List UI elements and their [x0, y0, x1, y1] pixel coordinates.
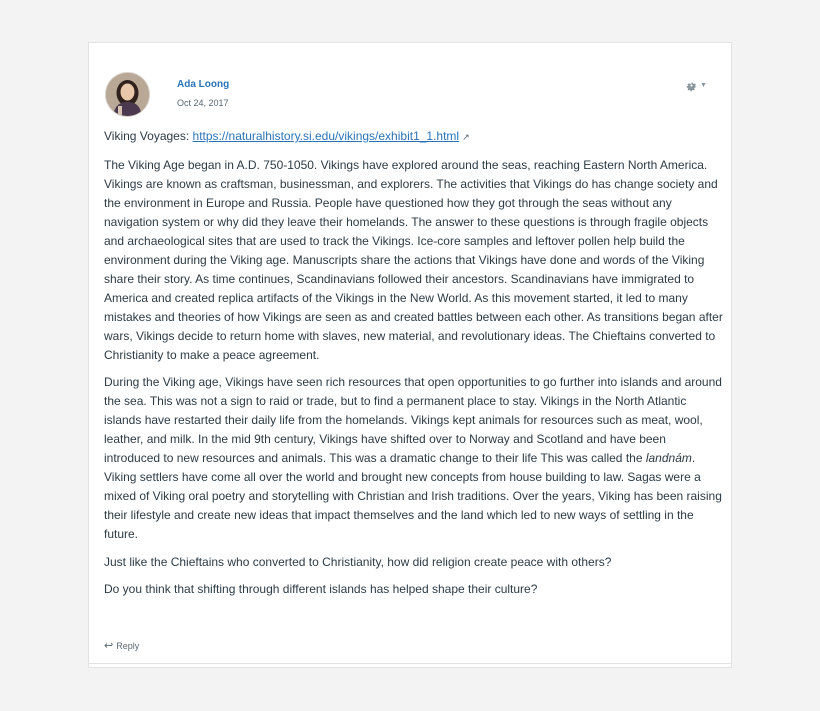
link-paragraph: [104, 127, 724, 147]
post-date: Oct 24, 2017: [177, 98, 229, 108]
avatar[interactable]: [105, 72, 150, 117]
exhibit-link[interactable]: https://naturalhistory.si.edu/vikings/exhibit1_1.html: [192, 129, 460, 143]
reply-button[interactable]: [104, 639, 139, 652]
reply-label: Reply: [116, 640, 140, 651]
question-1: Just like the Chieftains who converted to Christianity, how did religion create peace with others?: [104, 554, 612, 569]
link-prefix: Viking Voyages:: [104, 129, 193, 143]
paragraph-2-italic: landnám: [645, 451, 692, 465]
divider: [89, 663, 731, 664]
gear-icon: [685, 79, 698, 92]
reply-arrow-icon: ↩: [104, 640, 114, 652]
post-body: [104, 127, 724, 608]
body-paragraph-1: The Viking Age began in A.D. 750-1050. Vikings have explored around the seas, reaching Eastern North America. Vikings are known as craftsman, businessman, and explorers. The activities that Vikings do has change society and the environment in Europe and Russia. People have questioned how they got through the seas without any navigation system or why did they leave their homelands. The answer to these questions is through fragile objects and archaeological sites that are used to track the Vikings. Ice-core samples and leftover pollen help build the environment during the Viking age. Manuscripts share the actions that Vikings have done and words of the Viking share their story. As time continues, Scandinavians followed their ancestors. Scandinavians have immigrated to America and created replica artifacts of the Vikings in the New World. As this movement started, it led to many mistakes and theories of how Vikings are seen as and created battles between each other. As transitions began after wars, Vikings decide to return home with slaves, new material, and revolutionary ideas. The Chieftains converted to Christianity to make a peace agreement.: [104, 157, 723, 362]
question-2: Do you think that shifting through different islands has helped shape their culture?: [104, 582, 538, 596]
chevron-down-icon: ▼: [700, 82, 707, 89]
avatar-photo: [106, 73, 149, 116]
external-link-icon: ↗: [462, 132, 470, 142]
settings-menu-button[interactable]: [685, 79, 707, 92]
body-paragraph-2: [104, 373, 724, 544]
discussion-entry-card: [88, 42, 732, 668]
author-name-link[interactable]: Ada Loong: [177, 79, 230, 90]
paragraph-2-text-b: . Viking settlers have come all over the world and brought new concepts from house building to law. Sagas were a mixed of Viking oral poetry and storytelling with Christian and Irish traditions. Over the years, Viking has been raising their lifestyle and create new ideas that impact themselves and the land which led to new ways of settling in the future.: [104, 451, 722, 541]
paragraph-2-text-a: During the Viking age, Vikings have seen rich resources that open opportunities to go further into islands and around the sea. This was not a sign to raid or trade, but to find a permanent place to stay. Vikings in the North Atlantic islands have restarted their daily life from the homelands. Vikings kept animals for resources such as meat, wool, leather, and milk. In the mid 9th century, Vikings have shifted over to Norway and Scotland and have been introduced to new resources and animals. This was a dramatic change to their life This was called the: [104, 375, 722, 465]
